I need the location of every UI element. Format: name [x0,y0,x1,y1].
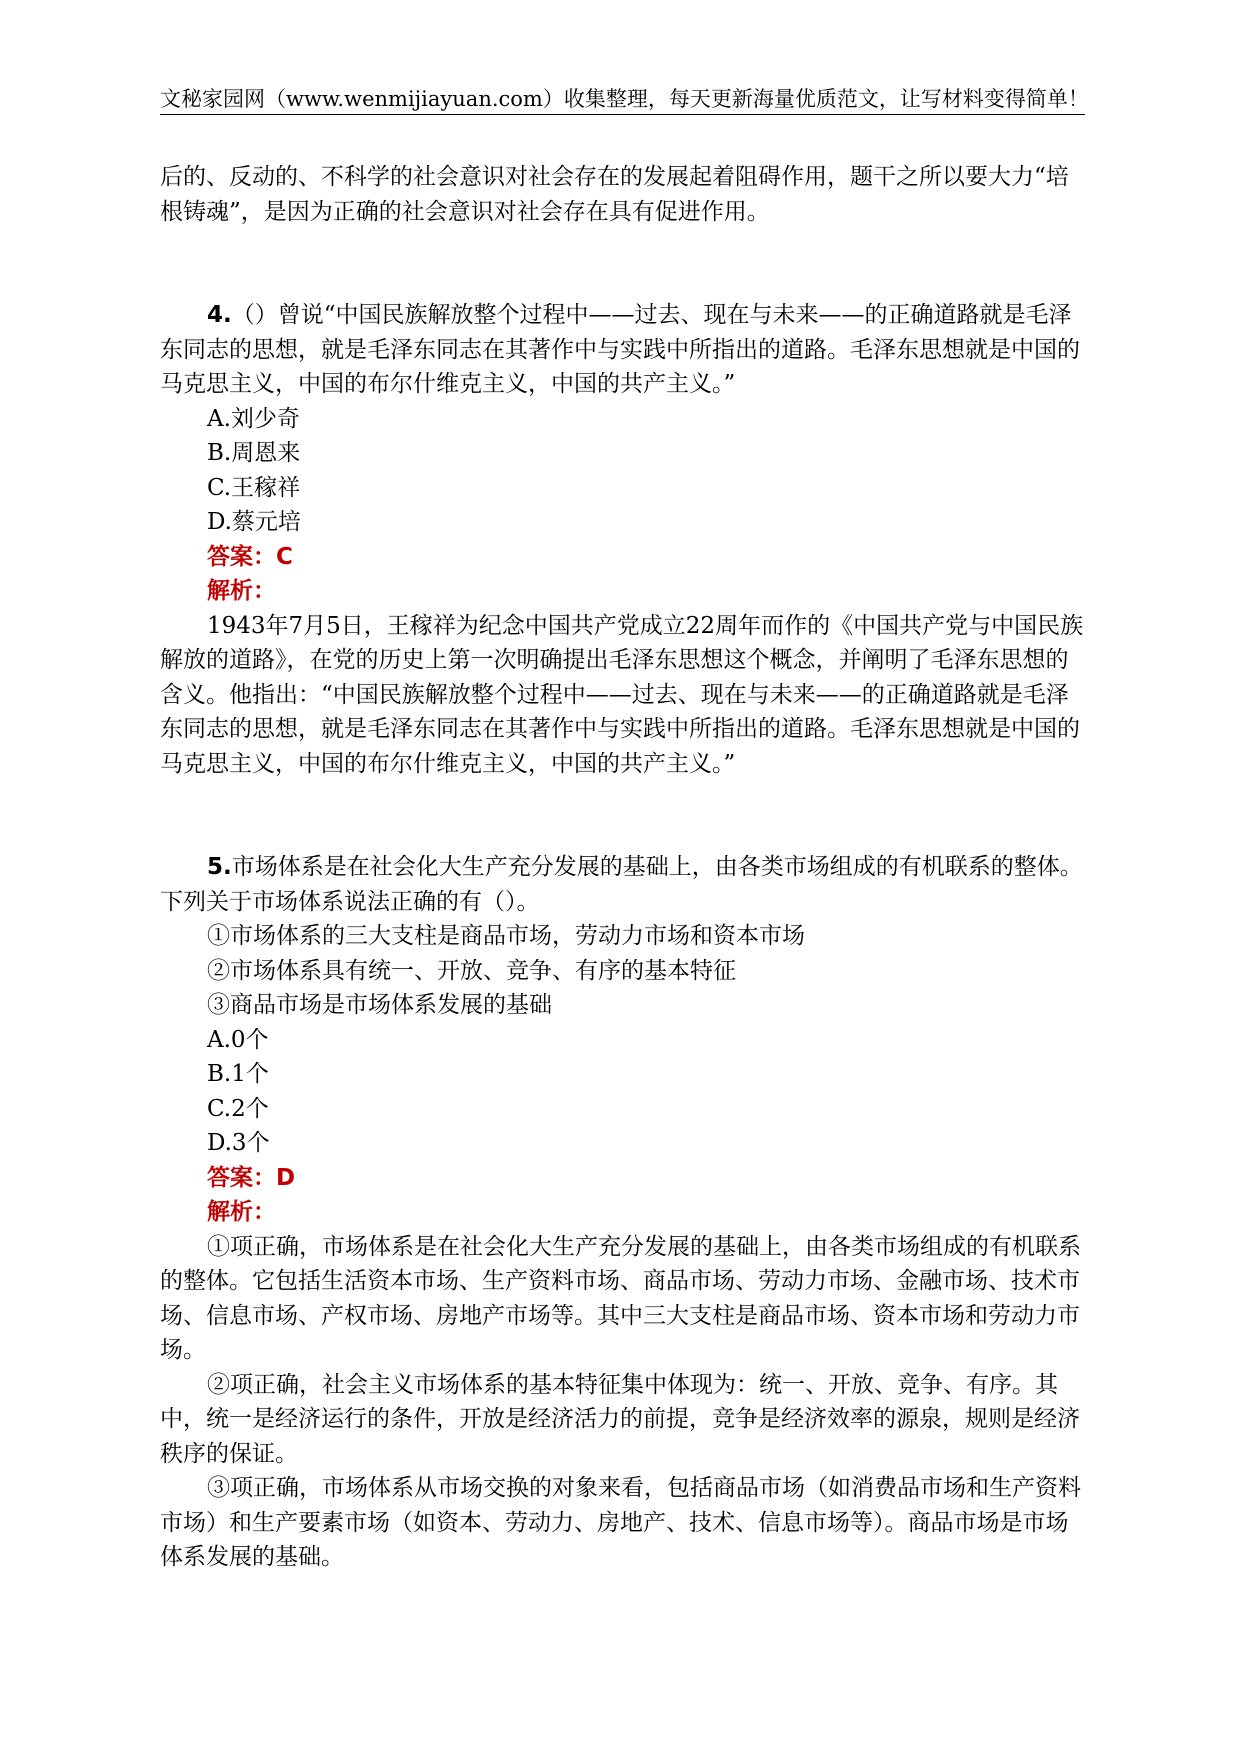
question-4-analysis: 1943年7月5日，王稼祥为纪念中国共产党成立22周年而作的《中国共产党与中国民族解放的道路》，在党的历史上第一次明确提出毛泽东思想这个概念，并阐明了毛泽东思想的含义。他指出：“中国民族解放整个过程中——过去、现在与未来——的正确道路就是毛泽东同志的思想，就是毛泽东同志在其著作中与实践中所指出的道路。毛泽东思想就是中国的马克思主义，中国的布尔什维克主义，中国的共产主义。” [160,612,1084,777]
question-5-option-a: A.0个 [207,1026,269,1053]
question-5-statement-1: ①市场体系的三大支柱是商品市场，劳动力市场和资本市场 [207,923,805,949]
question-4-option-c: C.王稼祥 [207,474,301,501]
page-header: 文秘家园网（www.wenmijiayuan.com）收集整理，每天更新海量优质范文，让写材料变得简单！ [160,84,1085,115]
question-4-answer: 答案：C [207,543,293,570]
question-5-analysis-3: ③项正确，市场体系从市场交换的对象来看，包括商品市场（如消费品市场和生产资料市场）和生产要素市场（如资本、劳动力、房地产、技术、信息市场等）。商品市场是市场体系发展的基础。 [160,1475,1081,1570]
intro-paragraph: 后的、反动的、不科学的社会意识对社会存在的发展起着阻碍作用，题干之所以要大力“培根铸魂”，是因为正确的社会意识对社会存在具有促进作用。 [160,164,1069,225]
question-5-analysis-label: 解析： [207,1199,276,1225]
question-4-option-b: B.周恩来 [207,440,301,466]
question-5-stem [160,850,1085,919]
question-4-stem [160,298,1085,402]
question-4-analysis-label: 解析： [207,578,276,604]
question-5-option-d: D.3个 [207,1130,270,1156]
question-5-analysis-1: ①项正确，市场体系是在社会化大生产充分发展的基础上，由各类市场组成的有机联系的整体。它包括生活资本市场、生产资料市场、商品市场、劳动力市场、金融市场、技术市场、信息市场、产权市场、房地产市场等。其中三大支柱是商品市场、资本市场和劳动力市场。 [160,1233,1081,1363]
question-5-statement-2: ②市场体系具有统一、开放、竞争、有序的基本特征 [207,957,736,984]
question-5-answer: 答案：D [207,1164,296,1191]
question-5-analysis-2: ②项正确，社会主义市场体系的基本特征集中体现为：统一、开放、竞争、有序。其中，统一是经济运行的条件，开放是经济活力的前提，竞争是经济效率的源泉，规则是经济秩序的保证。 [160,1371,1080,1467]
question-5-text: 市场体系是在社会化大生产充分发展的基础上，由各类市场组成的有机联系的整体。下列关于市场体系说法正确的有（）。 [160,854,1083,915]
question-4-option-d: D.蔡元培 [207,509,301,535]
question-4-number: 4. [207,302,232,328]
document-body [160,160,1085,1575]
spacer [160,781,1085,850]
spacer [160,229,1085,298]
question-5-option-b: B.1个 [207,1061,269,1087]
question-5-statement-3: ③商品市场是市场体系发展的基础 [207,992,552,1018]
question-4-option-a: A.刘少奇 [207,405,300,432]
question-5-option-c: C.2个 [207,1095,269,1122]
question-4-text: （）曾说“中国民族解放整个过程中——过去、现在与未来——的正确道路就是毛泽东同志的思想，就是毛泽东同志在其著作中与实践中所指出的道路。毛泽东思想就是中国的马克思主义，中国的布尔什维克主义，中国的共产主义。” [160,302,1080,397]
question-5-number: 5. [207,854,232,880]
